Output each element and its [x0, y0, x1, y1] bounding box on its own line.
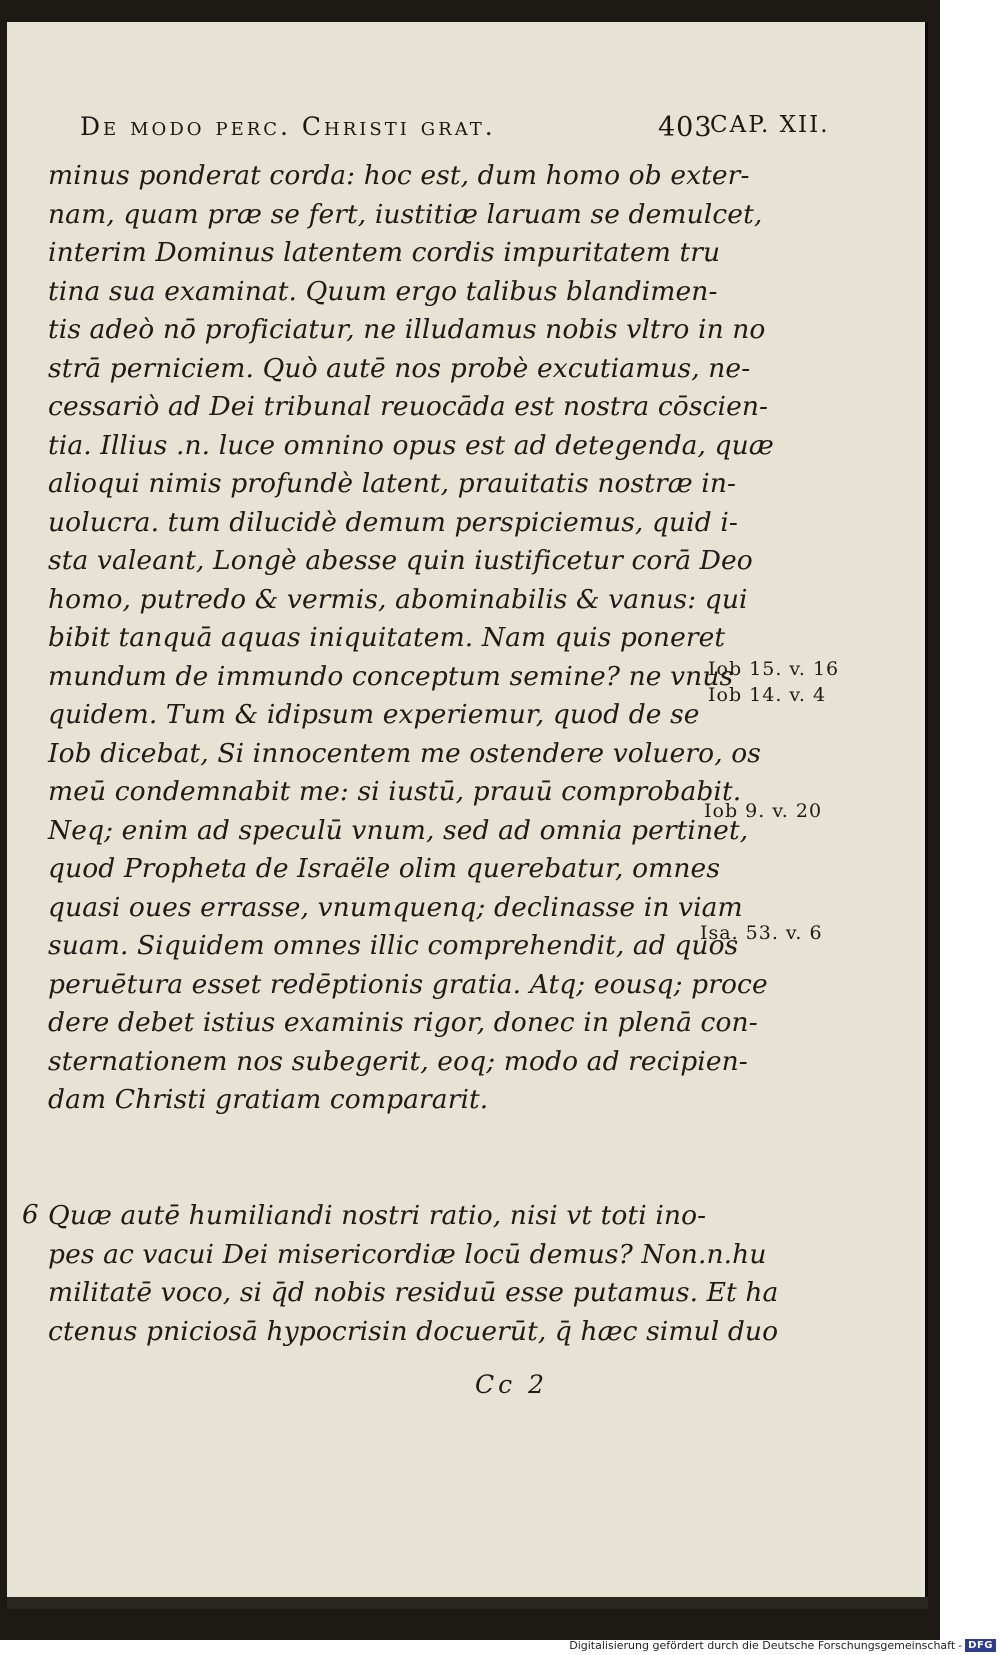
text-line: dam Christi gratiam compararit.	[48, 1084, 489, 1115]
page-number: 403	[658, 112, 713, 143]
text-line: nam, quam præ se fert, iustitiæ laruam se demulcet,	[48, 198, 763, 230]
text-line: cessariò ad Dei tribunal reuocāda est nostra cōscien-	[48, 391, 769, 422]
text-line: uolucra. tum dilucidè demum perspiciemus, quid i-	[48, 506, 738, 538]
text-line: tina sua examinat. Quum ergo talibus blandimen-	[48, 275, 718, 307]
text-line: tis adeò nō proficiatur, ne illudamus nobis vltro in no	[48, 314, 766, 345]
margin-note: Iob 14. v. 4	[708, 684, 827, 706]
margin-note: Iob 15. v. 16	[708, 658, 840, 680]
signature-mark: Cc 2	[475, 1370, 548, 1399]
paragraph-number: 6	[22, 1200, 39, 1230]
text-line: tia. Illius .n. luce omnino opus est ad detegenda, quæ	[48, 429, 774, 461]
text-line: Neq; enim ad speculū vnum, sed ad omnia pertinet,	[48, 814, 749, 846]
text-line: Iob dicebat, Si innocentem me ostendere voluero, os	[48, 737, 762, 769]
text-line: quidem. Tum & idipsum experiemur, quod de se	[48, 699, 700, 730]
text-line: mundum de immundo conceptum semine? ne vnus	[48, 660, 734, 692]
text-line: pes ac vacui Dei misericordiæ locū demus? Non.n.hu	[48, 1238, 767, 1270]
text-line: homo, putredo & vermis, abominabilis & vanus: qui	[48, 583, 748, 615]
text-line: bibit tanquā aquas iniquitatem. Nam quis poneret	[48, 622, 726, 653]
text-line: quasi oues errasse, vnumquenq; declinasse in viam	[48, 891, 743, 923]
text-line: ctenus pniciosā hypocrisin docuerūt, q̄ hæc simul duo	[48, 1315, 779, 1347]
running-title: De modo perc. Christi grat.	[80, 112, 496, 141]
text-line: peruētura esset redēptionis gratia. Atq; eousq; proce	[48, 968, 768, 1000]
chapter-label: CAP. XII.	[710, 112, 830, 138]
margin-note: Iob 9. v. 20	[704, 800, 823, 822]
page-bottom-edge	[7, 1597, 928, 1609]
margin-note: Isa. 53. v. 6	[700, 922, 823, 944]
text-line: militatē voco, si q̄d nobis residuū esse putamus. Et ha	[48, 1277, 779, 1308]
text-line: meū condemnabit me: si iustū, prauū comprobabit.	[48, 776, 742, 807]
running-header	[80, 112, 870, 152]
digitization-credit: Digitalisierung gefördert durch die Deutsche Forschungsgemeinschaft - DFG	[569, 1639, 996, 1652]
text-line: sta valeant, Longè abesse quin iustificetur corā Deo	[48, 545, 753, 576]
text-line: alioqui nimis profundè latent, prauitatis nostræ in-	[48, 468, 737, 499]
text-line: suam. Siquidem omnes illic comprehendit, ad quos	[48, 930, 739, 961]
text-line: minus ponderat corda: hoc est, dum homo ob exter-	[48, 160, 750, 191]
text-line: strā perniciem. Quò autē nos probè excutiamus, ne-	[48, 352, 751, 384]
text-line: interim Dominus latentem cordis impuritatem tru	[48, 237, 721, 268]
text-line: sternationem nos subegerit, eoq; modo ad recipien-	[48, 1045, 748, 1077]
text-line: quod Propheta de Israële olim querebatur, omnes	[48, 853, 721, 884]
dfg-logo-icon: DFG	[965, 1639, 996, 1652]
text-line: dere debet istius examinis rigor, donec in plenā con-	[48, 1007, 758, 1038]
text-line: Quæ autē humiliandi nostri ratio, nisi vt toti ino-	[48, 1200, 707, 1231]
credit-text: Digitalisierung gefördert durch die Deutsche Forschungsgemeinschaft	[569, 1639, 956, 1652]
